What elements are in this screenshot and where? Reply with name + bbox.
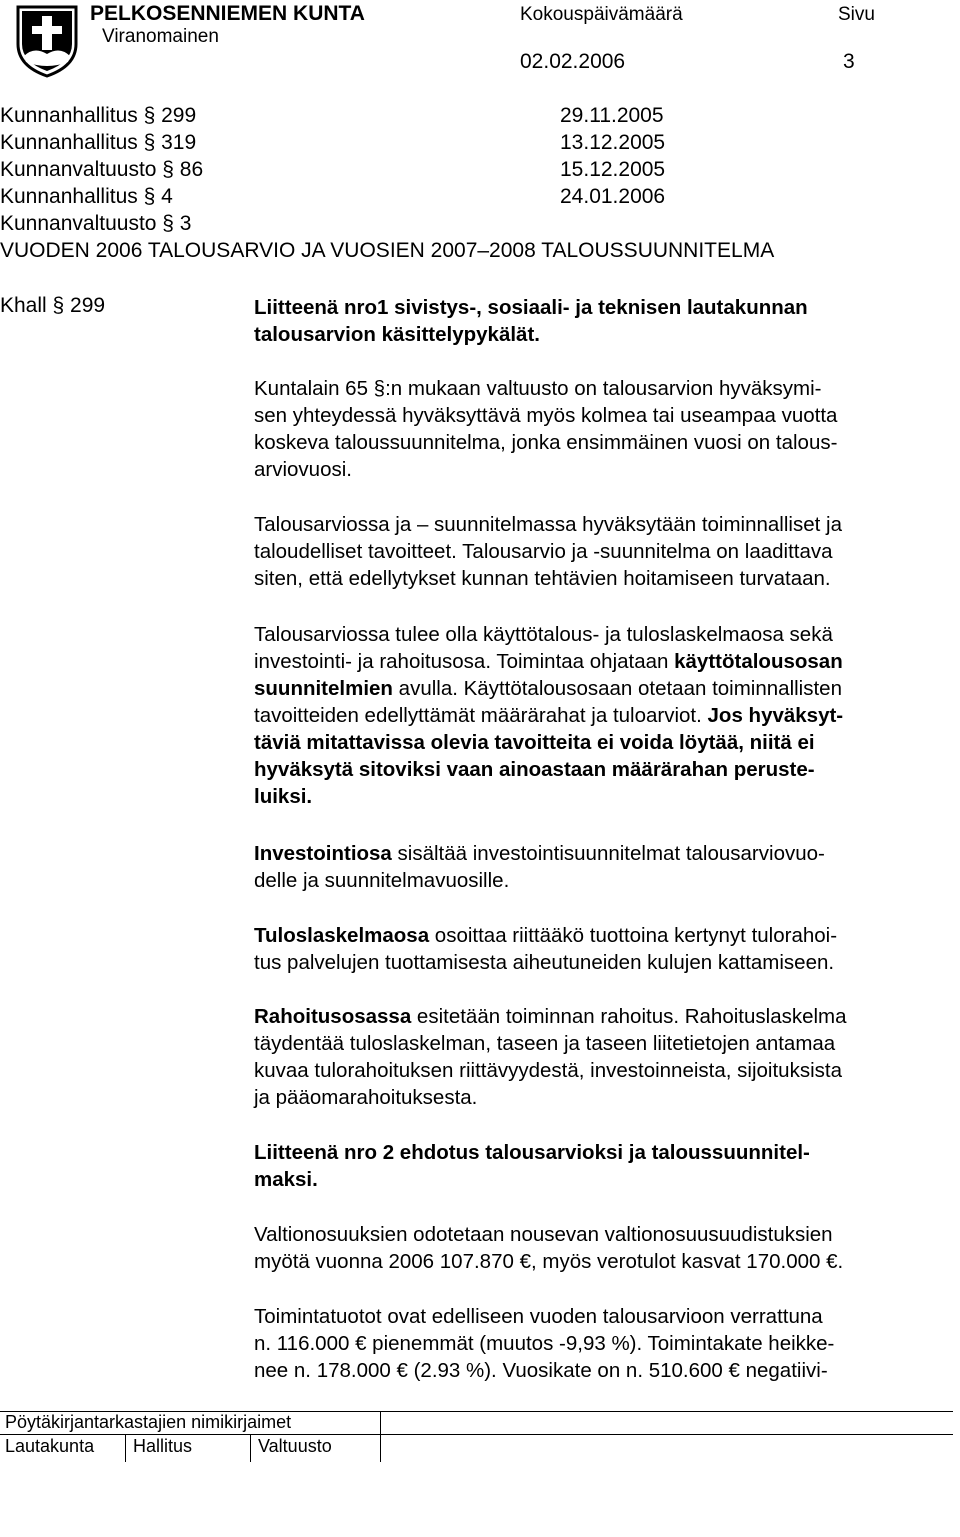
text-run: sisältää investointisuunnitelmat talousarviovuo- bbox=[391, 842, 825, 865]
paragraph-income-statement bbox=[254, 922, 944, 976]
reference-date: 15.12.2005 bbox=[560, 158, 666, 181]
reference-body: Kunnanhallitus § 4 bbox=[0, 185, 173, 208]
text-run: esitetään toiminnan rahoitus. Rahoituslaskelma bbox=[411, 1005, 847, 1028]
text-line: koskeva taloussuunnitelma, jonka ensimmäinen vuosi on talous- bbox=[254, 431, 838, 454]
reference-body: Kunnanvaltuusto § 86 bbox=[0, 158, 204, 181]
paragraph-financing bbox=[254, 1003, 944, 1111]
text-line: n. 116.000 € pienemmät (muutos -9,93 %). Toimintakate heikke- bbox=[254, 1332, 835, 1355]
text-line: luiksi. bbox=[254, 785, 313, 808]
office-name: Viranomainen bbox=[102, 26, 219, 47]
text-line: myötä vuonna 2006 107.870 €, myös verotulot kasvat 170.000 €. bbox=[254, 1250, 844, 1273]
text-line: kuvaa tulorahoituksen riittävyydestä, investoinneista, sijoituksista bbox=[254, 1059, 842, 1082]
text-run-bold: suunnitelmien bbox=[254, 677, 393, 700]
text-line: Toimintatuotot ovat edelliseen vuoden talousarvioon verrattuna bbox=[254, 1305, 823, 1328]
text-line: taloudelliset tavoitteet. Talousarvio ja -suunnitelma on laadittava bbox=[254, 540, 833, 563]
text-line: hyväksytä sitoviksi vaan ainoastaan määrärahan peruste- bbox=[254, 758, 815, 781]
text-line: Talousarviossa ja – suunnitelmassa hyväksytään toiminnalliset ja bbox=[254, 513, 842, 536]
text-run-bold: Jos hyväksyt- bbox=[707, 704, 844, 727]
divider bbox=[125, 1434, 126, 1462]
text-line: maksi. bbox=[254, 1168, 318, 1191]
signature-column-executive: Hallitus bbox=[133, 1436, 193, 1456]
meeting-date: 02.02.2006 bbox=[520, 50, 626, 73]
reference-body: Kunnanhallitus § 299 bbox=[0, 104, 197, 127]
section-label: Khall § 299 bbox=[0, 294, 106, 317]
reference-body: Kunnanhallitus § 319 bbox=[0, 131, 197, 154]
signature-column-council: Valtuusto bbox=[258, 1436, 332, 1456]
divider bbox=[380, 1434, 381, 1462]
attachment-note-1 bbox=[254, 294, 944, 348]
page-number: 3 bbox=[843, 50, 855, 73]
text-line: talousarvion käsittelypykälät. bbox=[254, 323, 540, 346]
text-run-bold: Investointiosa bbox=[254, 842, 392, 865]
page-label: Sivu bbox=[838, 4, 875, 25]
paragraph-goals bbox=[254, 511, 944, 592]
text-line: delle ja suunnitelmavuosille. bbox=[254, 869, 510, 892]
text-line: Kuntalain 65 §:n mukaan valtuusto on talousarvion hyväksymi- bbox=[254, 377, 822, 400]
meeting-date-label: Kokouspäivämäärä bbox=[520, 4, 683, 25]
divider bbox=[250, 1434, 251, 1462]
paragraph-municipal-law bbox=[254, 375, 944, 483]
attachment-note-2 bbox=[254, 1139, 944, 1193]
paragraph-budget-structure bbox=[254, 621, 944, 810]
text-line: ja pääomarahoituksesta. bbox=[254, 1086, 478, 1109]
text-line: täviä mitattavissa olevia tavoitteita ei voida löytää, niitä ei bbox=[254, 731, 815, 754]
reference-body: Kunnanvaltuusto § 3 bbox=[0, 212, 192, 235]
reference-date: 24.01.2006 bbox=[560, 185, 666, 208]
text-line: Liitteenä nro 2 ehdotus talousarvioksi ja taloussuunnitel- bbox=[254, 1141, 810, 1164]
document-title: VUODEN 2006 TALOUSARVIO JA VUOSIEN 2007–2008 TALOUSSUUNNITELMA bbox=[0, 239, 775, 262]
text-run-bold: käyttötalousosan bbox=[674, 650, 843, 673]
text-run: tavoitteiden edellyttämät määrärahat ja tuloarviot. bbox=[254, 704, 708, 727]
text-line: täydentää tuloslaskelman, taseen ja taseen liitetietojen antamaa bbox=[254, 1032, 836, 1055]
text-run-bold: Rahoitusosassa bbox=[254, 1005, 412, 1028]
paragraph-operating-income bbox=[254, 1303, 944, 1384]
divider bbox=[0, 1434, 953, 1435]
coat-of-arms-logo bbox=[14, 4, 80, 78]
text-line: Valtionosuuksien odotetaan nousevan valtionosuusuudistuksien bbox=[254, 1223, 833, 1246]
text-run: investointi- ja rahoitusosa. Toimintaa ohjataan bbox=[254, 650, 675, 673]
signature-box-title: Pöytäkirjantarkastajien nimikirjaimet bbox=[5, 1412, 292, 1432]
text-run: avulla. Käyttötalousosaan otetaan toiminnallisten bbox=[392, 677, 842, 700]
divider bbox=[380, 1411, 381, 1434]
text-line: sen yhteydessä hyväksyttävä myös kolmea tai useampaa vuotta bbox=[254, 404, 838, 427]
text-line: tus palvelujen tuottamisesta aiheutuneiden kulujen kattamiseen. bbox=[254, 951, 835, 974]
signature-column-board: Lautakunta bbox=[5, 1436, 95, 1456]
paragraph-state-subsidies bbox=[254, 1221, 944, 1275]
reference-date: 13.12.2005 bbox=[560, 131, 666, 154]
text-line: Talousarviossa tulee olla käyttötalous- ja tuloslaskelmaosa sekä bbox=[254, 623, 833, 646]
organization-name: PELKOSENNIEMEN KUNTA bbox=[90, 2, 365, 25]
text-run-bold: Tuloslaskelmaosa bbox=[254, 924, 430, 947]
text-line: arviovuosi. bbox=[254, 458, 352, 481]
text-line: siten, että edellytykset kunnan tehtävien hoitamiseen turvataan. bbox=[254, 567, 831, 590]
reference-date: 29.11.2005 bbox=[560, 104, 664, 127]
text-line: Liitteenä nro1 sivistys-, sosiaali- ja teknisen lautakunnan bbox=[254, 296, 808, 319]
text-line: nee n. 178.000 € (2.93 %). Vuosikate on n. 510.600 € negatiivi- bbox=[254, 1359, 828, 1382]
paragraph-investment bbox=[254, 840, 944, 894]
text-run: osoittaa riittääkö tuottoina kertynyt tulorahoi- bbox=[429, 924, 838, 947]
